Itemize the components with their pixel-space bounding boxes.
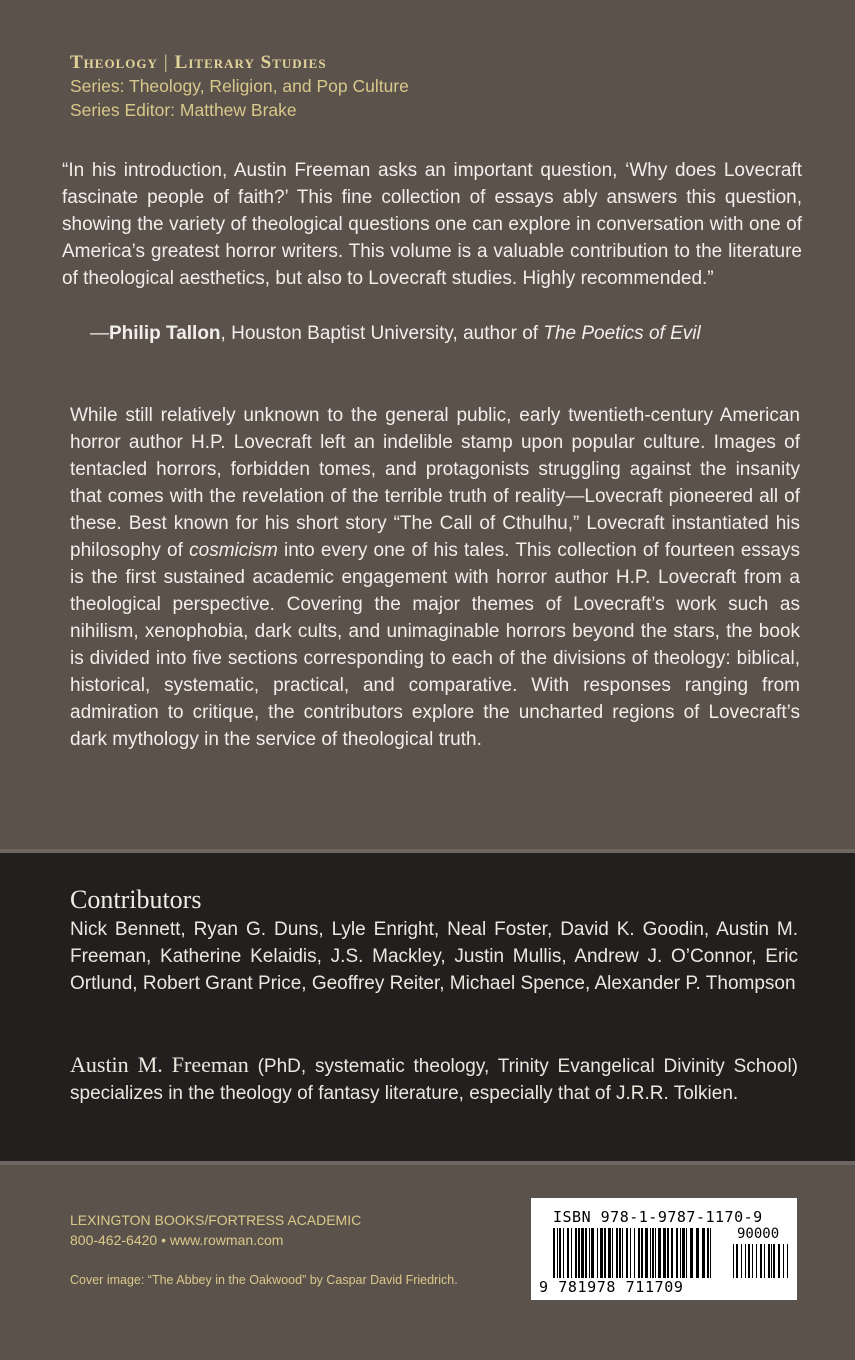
contributors-panel [0, 849, 855, 1165]
barcode-bar [680, 1228, 681, 1278]
series-name: Series: Theology, Religion, and Pop Culture [70, 76, 409, 96]
barcode-bar [652, 1228, 654, 1278]
barcode-bar [658, 1228, 661, 1278]
category-line [70, 52, 800, 74]
endorser-affiliation: , Houston Baptist University, author of [220, 323, 544, 344]
attribution-dash: — [90, 323, 109, 344]
barcode-bar [567, 1228, 569, 1278]
publisher-info [70, 1210, 361, 1250]
barcode-bar [608, 1228, 611, 1278]
barcode-bar [553, 1228, 555, 1278]
barcode-bar [778, 1244, 780, 1278]
endorser-name: Philip Tallon [109, 323, 221, 344]
contributors-list: Nick Bennett, Ryan G. Duns, Lyle Enright, Neal Foster, David K. Goodin, Austin M. Freeman, Katherine Kelaidis, J.S. Mackley, Justin Mullis, Andrew J. O’Connor, Eric Ortlund, Robert Grant Price, Geoffrey Reiter, Michael Spence, Alexander P. Thompson [70, 919, 798, 994]
barcode-bar [768, 1244, 770, 1278]
barcode-bar [733, 1244, 734, 1278]
barcode-bar [597, 1228, 598, 1278]
barcode-bar [557, 1228, 558, 1278]
barcode-bar [710, 1228, 711, 1278]
barcode-bar [676, 1228, 678, 1278]
barcode-bar [745, 1244, 746, 1278]
barcode-bar [630, 1228, 631, 1278]
endorsement-quote: “In his introduction, Austin Freeman asks an important question, ‘Why does Lovecraft fascinate people of faith?’ This fine collection of essays ably answers this question, showing the variety of theological questions one can explore in conversation with one of America’s greatest horror writers. This volume is a valuable contribution to the literature of theological aesthetics, but also to Lovecraft studies. Highly recommended.” [62, 160, 802, 289]
barcode-bar [645, 1228, 648, 1278]
barcode-bar [559, 1228, 561, 1278]
price-code: 90000 [737, 1226, 780, 1242]
barcode-bar [760, 1244, 762, 1278]
barcode-digits: 9 781978 711709 [539, 1278, 684, 1296]
author-bio-text: (PhD, systematic theology, Trinity Evangelical Divinity School) specializes in the theology of fantasy literature, especially that of J.R.R. Tolkien. [70, 1056, 798, 1104]
barcode-bar [682, 1228, 685, 1278]
barcode-bar [571, 1228, 572, 1278]
barcode-bar [690, 1228, 693, 1278]
publisher-name: LEXINGTON BOOKS/FORTRESS ACADEMIC [70, 1212, 362, 1228]
barcode-bar [581, 1228, 584, 1278]
barcode-bar [641, 1228, 643, 1278]
cover-credit: Cover image: “The Abbey in the Oakwood” by Caspar David Friedrich. [70, 1273, 458, 1287]
barcode-bar [783, 1244, 784, 1278]
barcode-bar [696, 1228, 699, 1278]
category-literary-studies: Literary Studies [174, 52, 327, 73]
barcode-bar [612, 1228, 613, 1278]
barcode-bar [589, 1228, 590, 1278]
header [70, 52, 800, 122]
barcode-bar [634, 1228, 635, 1278]
barcode-bar [585, 1228, 587, 1278]
publisher-contact: 800-462-6420 • www.rowman.com [70, 1232, 284, 1248]
barcode-bar [736, 1244, 738, 1278]
description-part-1: While still relatively unknown to the general public, early twentieth-century American horror author H.P. Lovecraft left an indelible stamp upon popular culture. Images of tentacled horrors, forbidden tomes, and protagonists struggling against the insanity that comes with the revelation of the terrible truth of reality—Lovecraft pioneered all of these. Best known for his short story “The Call of Cthulhu,” Lovecraft instantiated his philosophy of [70, 405, 800, 561]
barcode-bar [655, 1228, 656, 1278]
barcode-bar [707, 1228, 709, 1278]
category-separator: | [163, 52, 169, 73]
barcode-bar [578, 1228, 580, 1278]
book-description [70, 402, 800, 753]
barcode-bar [600, 1228, 603, 1278]
barcode-bar [650, 1228, 651, 1278]
barcode-bar [773, 1244, 775, 1278]
barcode-bar [663, 1228, 666, 1278]
barcode-bar [748, 1244, 750, 1278]
barcode-bar [787, 1244, 788, 1278]
contributors-title: Contributors [70, 885, 202, 914]
barcode-bar [622, 1228, 623, 1278]
barcode-bar [671, 1228, 673, 1278]
category-theology: Theology [70, 52, 158, 73]
isbn-label: ISBN 978-1-9787-1170-9 [553, 1208, 763, 1226]
endorser-book: The Poetics of Evil [543, 323, 701, 344]
barcode-bar [626, 1228, 628, 1278]
barcode-bar [702, 1228, 705, 1278]
author-bio [70, 1051, 798, 1107]
isbn-barcode [531, 1198, 797, 1300]
description-italic: cosmicism [189, 540, 278, 561]
barcode-bar [686, 1228, 687, 1278]
barcode-bar [771, 1244, 772, 1278]
description-part-2: into every one of his tales. This collection of fourteen essays is the first sustained academic engagement with horror author H.P. Lovecraft from a theological perspective. Covering the major themes of Lovecraft’s work such as nihilism, xenophobia, dark cults, and unimaginable horrors beyond the stars, the book is divided into five sections corresponding to each of the divisions of theology: biblical, historical, systematic, practical, and comparative. With responses ranging from admiration to critique, the contributors explore the uncharted regions of Lovecraft’s dark mythology in the service of theological truth. [70, 540, 800, 750]
barcode-bar [638, 1228, 640, 1278]
barcode-bar [575, 1228, 577, 1278]
barcode-bar [741, 1244, 742, 1278]
author-name: Austin M. Freeman [70, 1052, 249, 1077]
barcode-bar [764, 1244, 765, 1278]
barcode-bar [616, 1228, 618, 1278]
barcode-bar [619, 1228, 621, 1278]
series-editor: Series Editor: Matthew Brake [70, 100, 297, 120]
barcode-bar [604, 1228, 606, 1278]
barcode-bar [563, 1228, 564, 1278]
endorsement-attribution [90, 320, 810, 347]
barcode-bar [752, 1244, 753, 1278]
barcode-bar [591, 1228, 594, 1278]
barcode-bar [667, 1228, 669, 1278]
barcode-bar [756, 1244, 757, 1278]
